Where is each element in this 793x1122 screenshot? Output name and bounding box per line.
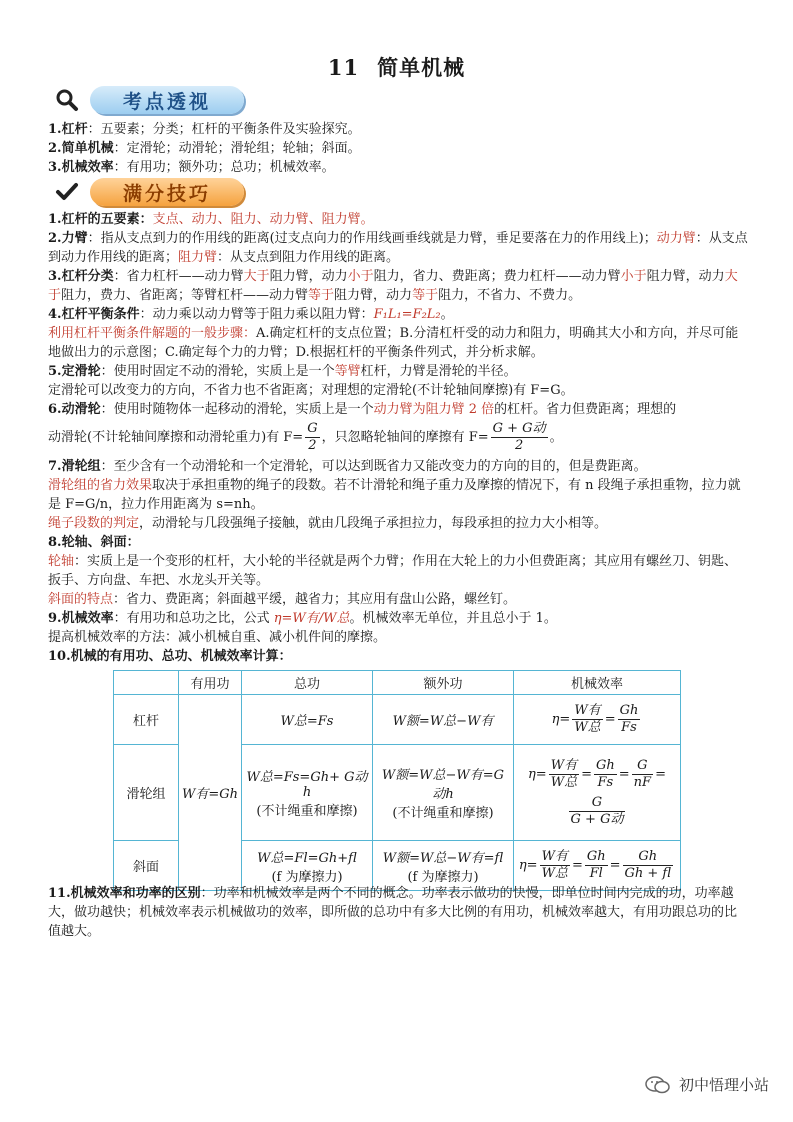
highlight: 动力臂 — [656, 231, 696, 246]
page-title — [0, 52, 793, 82]
formula: W额=W总−W有=fl — [382, 850, 504, 866]
pulley-efficiency: η= $\frac{\text{W有}}{\text{W总}}$ = $\frac{Gh}{Fs}$ = $\frac{G}{nF}$ = $\frac{G}{\text{G + G动}}$ — [514, 745, 681, 841]
item-body: ：有用功；额外功；总功；机械效率。 — [113, 160, 335, 175]
text: ：从支点到动力作用线的距离； — [48, 231, 748, 265]
row-label: 杠杆 — [114, 695, 179, 745]
jiqiao-content — [48, 210, 748, 666]
formula: F₁L₁=F₂L₂ — [373, 307, 441, 322]
table-header: 总功 — [242, 671, 373, 695]
text: ：使用时固定不动的滑轮，实质上是一个 — [100, 364, 335, 379]
section-banner-jiqiao — [52, 176, 244, 208]
item-body: ：五要素；分类；杠杆的平衡条件及实验探究。 — [87, 122, 361, 137]
table-row — [114, 695, 681, 745]
highlight: 动力臂为阻力臂 2 倍 — [373, 402, 495, 417]
highlight: 滑轮组的省力效果 — [48, 478, 153, 493]
section-4-steps — [48, 324, 748, 362]
formula: W总=Fl=Gh+fl — [257, 850, 357, 866]
section-5-note: 定滑轮可以改变力的方向，不省力也不省距离；对理想的定滑轮(不计轮轴间摩擦)有 F=G。 — [48, 383, 574, 398]
magnifier-icon — [52, 85, 82, 115]
chapter-title: 简单机械 — [377, 55, 466, 80]
formula: W额=W总−W有=G动h — [381, 768, 505, 802]
text: ：使用时随物体一起移动的滑轮，实质上是一个 — [100, 402, 374, 417]
section-11 — [48, 884, 748, 941]
row-label: 斜面 — [114, 841, 179, 891]
list-item — [48, 139, 748, 158]
list-item — [48, 158, 748, 177]
highlight: 小于 — [620, 269, 647, 284]
section-6 — [48, 400, 748, 419]
text: 阻力，不省力、不费力。 — [438, 288, 582, 303]
text: ，动滑轮与几段强绳子接触，就由几段绳子承担拉力，每段承担的拉力大小相等。 — [139, 516, 608, 531]
watermark-text: 初中悟理小站 — [678, 1076, 769, 1094]
section-head: 8.轮轴、斜面： — [48, 535, 140, 550]
formula: W总=Fs=Gh+ G动h — [246, 770, 368, 800]
section-head: 4.杠杆平衡条件 — [48, 307, 140, 322]
table-header: 机械效率 — [514, 671, 681, 695]
banner-label: 考点透视 — [90, 86, 244, 114]
section-head: 5.定滑轮 — [48, 364, 101, 379]
text: 阻力臂，动力 — [646, 269, 725, 284]
text: ：指从支点到力的作用线的距离(过支点向力的作用线画垂线就是力臂，垂足要落在力的作用线上)； — [87, 231, 657, 246]
section-8 — [48, 533, 748, 552]
text: 阻力，费力、省距离；等臂杠杆——动力臂 — [61, 288, 309, 303]
incline-efficiency: η= $\frac{\text{W有}}{\text{W总}}$ = $\frac{Gh}{Fl}$ = $\frac{Gh}{Gh + fl}$ — [514, 841, 681, 891]
section-5 — [48, 362, 748, 381]
table-header-row — [114, 671, 681, 695]
text: 阻力，省力、费距离；费力杠杆——动力臂 — [373, 269, 621, 284]
section-head: 1.杠杆的五要素： — [48, 212, 153, 227]
section-head: 9.机械效率 — [48, 611, 114, 626]
section-7-b — [48, 476, 748, 514]
highlight: 大于 — [48, 269, 738, 303]
note: (f 为摩擦力) — [271, 869, 343, 885]
text: A.确定杠杆的支点位置；B.分清杠杆受的动力和阻力，明确其大小和方向，并尽可能地做出力的示意图；C.确定每个力的力臂；D.根据杠杆的平衡条件列式，并分析求解。 — [48, 326, 739, 360]
banner-label: 满分技巧 — [90, 178, 244, 206]
highlight: 支点、动力、阻力、动力臂、阻力臂。 — [152, 212, 374, 227]
incline-extra-work — [373, 841, 514, 891]
lever-total-work: W总=Fs — [242, 695, 373, 745]
watermark — [645, 1074, 769, 1095]
incline-total-work — [242, 841, 373, 891]
text: 取决于承担重物的绳子的段数。若不计滑轮和绳子重力及摩擦的情况下，有 n 段绳子承担重物，拉力就是 F=G/n，拉力作用距离为 s=nh。 — [48, 478, 741, 512]
text: 的杠杆。省力但费距离；理想的 — [494, 402, 677, 417]
section-8-b — [48, 590, 748, 609]
section-head: 10.机械的有用功、总功、机械效率计算： — [48, 649, 292, 664]
chapter-number: 11 — [327, 55, 360, 80]
section-banner-kaodian — [52, 84, 244, 116]
section-head: 2.力臂 — [48, 231, 88, 246]
text: 阻力臂，动力 — [334, 288, 413, 303]
item-head: 3.机械效率 — [48, 160, 114, 175]
text: 。机械效率无单位，并且总小于 1。 — [349, 611, 557, 626]
table-header: 额外功 — [373, 671, 514, 695]
section-7 — [48, 457, 748, 476]
highlight: 等臂 — [334, 364, 361, 379]
fraction-g-plus-gdong-over-2 — [491, 421, 548, 454]
highlight: 等于 — [412, 288, 439, 303]
table-header — [114, 671, 179, 695]
table-header: 有用功 — [179, 671, 242, 695]
fraction-g-over-2 — [305, 421, 319, 454]
section-head: 3.杠杆分类 — [48, 269, 114, 284]
section-7-c — [48, 514, 748, 533]
section-head: 11.机械效率和功率的区别 — [48, 886, 201, 901]
text: 。 — [549, 430, 563, 445]
note: (f 为摩擦力) — [407, 869, 479, 885]
kaodian-list — [48, 120, 748, 177]
text: ，只忽略轮轴间的摩擦有 F= — [321, 430, 489, 445]
item-head: 1.杠杆 — [48, 122, 88, 137]
text: ：功率和机械效率是两个不同的概念。功率表示做功的快慢，即单位时间内完成的功，功率越大，做功越快；机械效率表示机械做功的效率，即所做的总功中有多大比例的有用功，机械效率越大，有用功跟总功的比值越大。 — [48, 886, 738, 939]
pulley-extra-work — [373, 745, 514, 841]
checkmark-icon — [52, 177, 82, 207]
highlight: 利用杠杆平衡条件解题的一般步骤： — [48, 326, 257, 341]
text: ：动力乘以动力臂等于阻力乘以阻力臂： — [139, 307, 374, 322]
text: ：至少含有一个动滑轮和一个定滑轮，可以达到既省力又能改变力的方向的目的，但是费距离。 — [100, 459, 647, 474]
numerator: G + G动 — [492, 421, 546, 436]
section-head: 7.滑轮组 — [48, 459, 101, 474]
highlight: 绳子段数的判定 — [48, 516, 140, 531]
section-10 — [48, 647, 748, 666]
lever-extra-work: W额=W总−W有 — [373, 695, 514, 745]
text: 。 — [440, 307, 454, 322]
highlight: 轮轴 — [48, 554, 75, 569]
lever-efficiency: η= $\frac{\text{W有}}{\text{W总}}$ = $\frac{Gh}{Fs}$ — [514, 695, 681, 745]
text: ：省力、费距离；斜面越平缓，越省力；其应用有盘山公路，螺丝钉。 — [113, 592, 517, 607]
note: (不计绳重和摩擦) — [256, 804, 358, 819]
section-1 — [48, 210, 748, 229]
section-4 — [48, 305, 748, 324]
denominator: 2 — [308, 438, 317, 453]
section-9 — [48, 609, 748, 628]
list-item — [48, 120, 748, 139]
text: 阻力臂，动力 — [269, 269, 348, 284]
text: 杠杆，力臂是滑轮的半径。 — [360, 364, 517, 379]
highlight: 小于 — [347, 269, 374, 284]
text: ：实质上是一个变形的杠杆，大小轮的半径就是两个力臂；作用在大轮上的力小但费距离；其应用有螺丝刀、钥匙、扳手、方向盘、车把、水龙头开关等。 — [48, 554, 738, 588]
section-8-a — [48, 552, 748, 590]
numerator: G — [307, 421, 318, 436]
highlight: 大于 — [243, 269, 270, 284]
text: ：省力杠杆——动力臂 — [113, 269, 244, 284]
section-9-note: 提高机械效率的方法：减小机械自重、减小机件间的摩擦。 — [48, 630, 387, 645]
highlight: 阻力臂 — [178, 250, 218, 265]
text: ：有用功和总功之比，公式 — [113, 611, 274, 626]
wechat-icon — [645, 1075, 671, 1095]
formula: η=W有/W总 — [273, 611, 350, 626]
text: ：从支点到阻力作用线的距离。 — [217, 250, 400, 265]
highlight: 斜面的特点 — [48, 592, 114, 607]
useful-work-cell: W有=Gh — [179, 695, 242, 891]
item-head: 2.简单机械 — [48, 141, 114, 156]
section-2 — [48, 229, 748, 267]
denominator: 2 — [514, 438, 524, 453]
text: 动滑轮(不计轮轴间摩擦和动滑轮重力)有 F= — [48, 430, 304, 445]
section-head: 6.动滑轮 — [48, 402, 101, 417]
section-6-formula-line — [48, 419, 748, 457]
section-11-text — [48, 884, 748, 941]
calculation-table — [113, 670, 681, 891]
pulley-total-work — [242, 745, 373, 841]
section-3 — [48, 267, 748, 305]
item-body: ：定滑轮；动滑轮；滑轮组；轮轴；斜面。 — [113, 141, 361, 156]
highlight: 等于 — [308, 288, 335, 303]
note: (不计绳重和摩擦) — [392, 806, 494, 821]
row-label: 滑轮组 — [114, 745, 179, 841]
